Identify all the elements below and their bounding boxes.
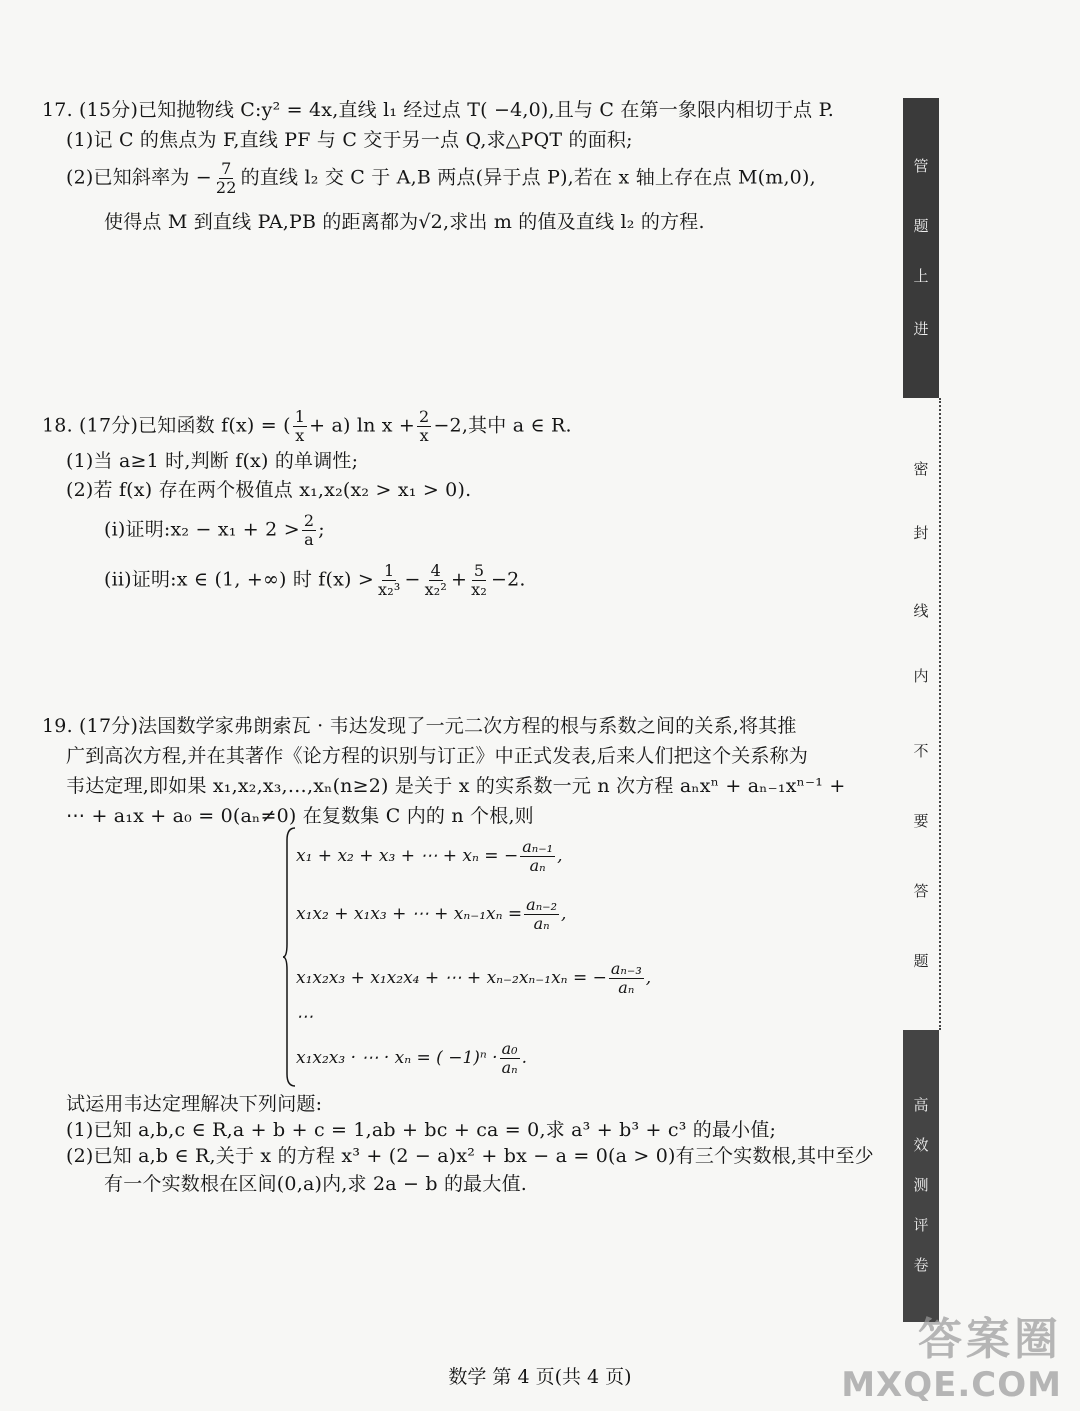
side-top-char: 进 [913,320,929,338]
q19-line-2: 广到高次方程,并在其著作《论方程的识别与订正》中正式发表,后来人们把这个关系称为 [66,745,809,767]
side-top-char: 上 [913,267,929,285]
side-bottom-char: 测 [913,1176,929,1194]
q19-line-1: 19. (17分)法国数学家弗朗索瓦 · 韦达发现了一元二次方程的根与系数之间的关系,将其推 [42,715,797,737]
q17-part-1: (1)记 C 的焦点为 F,直线 PF 与 C 交于另一点 Q,求△PQT 的面积; [66,129,633,151]
q17-line-1: 17. (15分)已知抛物线 C:y² = 4x,直线 l₁ 经过点 T( −4,0),且与 C 在第一象限内相切于点 P. [42,99,834,121]
system-brace [283,826,297,1088]
q18-frac-6: $\frac{5}{\text{x₂}}$ [471,561,487,599]
q19-part-1: (1)已知 a,b,c ∈ R,a + b + c = 1,ab + bc + ca = 0,求 a³ + b³ + c³ 的最小值; [66,1119,777,1141]
q18-line-1: 18. (17分)已知函数 f(x) = ( $\frac{1}{x}$ + a) ln x + $\frac{2}{x}$ −2,其中 a ∈ R. [42,407,572,445]
q19-part-2: (2)已知 a,b ∈ R,关于 x 的方程 x³ + (2 − a)x² + bx − a = 0(a > 0)有三个实数根,其中至少 [66,1145,874,1167]
side-bottom-char: 高 [913,1096,929,1114]
q18-part-2-i: (i)证明:x₂ − x₁ + 2 > $\frac{2}{a}$ ; [104,511,325,549]
side-strip-top [903,98,939,398]
q18-frac-1: $\frac{1}{x}$ [294,407,306,445]
vieta-ellipsis: ⋯ [296,1007,313,1027]
vieta-eq-n: x₁x₂x₃ · ⋯ · xₙ = ( −1)ⁿ · $\frac{\text{a₀}}{\text{aₙ}}$ . [296,1039,528,1077]
side-top-char: 管 [913,157,929,175]
q18-part-2-ii: (ii)证明:x ∈ (1, +∞) 时 f(x) > $\frac{1}{\text{x₂³}}$ − $\frac{4}{\text{x₂²}}$ + $\frac{5}{\text{x₂}}$ −2. [104,561,526,599]
side-mid-char: 答 [913,882,929,900]
q19-part-2-cont: 有一个实数根在区间(0,a)内,求 2a − b 的最大值. [104,1173,528,1195]
watermark-url: MXQE.COM [841,1365,1062,1405]
side-mid-char: 线 [913,602,929,620]
vieta-eq-1: x₁ + x₂ + x₃ + ⋯ + xₙ = − $\frac{\text{aₙ₋₁}}{\text{aₙ}}$ , [296,837,563,875]
q18-frac-2: $\frac{2}{x}$ [419,407,430,445]
q19-instruction: 试运用韦达定理解决下列问题: [66,1093,323,1115]
side-mid-char: 不 [913,742,929,760]
vieta-eq-3: x₁x₂x₃ + x₁x₂x₄ + ⋯ + xₙ₋₂xₙ₋₁xₙ = − $\frac{\text{aₙ₋₃}}{\text{aₙ}}$ , [296,959,652,997]
q18-frac-3: $\frac{2}{a}$ [303,511,315,549]
q17-slope-fraction: $\frac{7}{22}$ [215,159,237,197]
q17-part-2-cont: 使得点 M 到直线 PA,PB 的距离都为√2,求出 m 的值及直线 l₂ 的方程. [104,211,705,233]
page-footer: 数学 第 4 页(共 4 页) [448,1366,632,1388]
side-mid-char: 内 [913,667,929,685]
side-mid-char: 封 [913,524,929,542]
side-top-char: 题 [913,217,929,235]
side-mid-char: 密 [913,460,929,478]
q19-line-4: ⋯ + a₁x + a₀ = 0(aₙ≠0) 在复数集 C 内的 n 个根,则 [66,805,534,827]
side-bottom-char: 卷 [913,1256,929,1274]
q18-frac-5: $\frac{4}{\text{x₂²}}$ [424,561,448,599]
q17-part-2 [66,160,816,197]
side-mid-char: 题 [913,952,929,970]
side-bottom-char: 评 [913,1216,929,1234]
q18-part-2: (2)若 f(x) 存在两个极值点 x₁,x₂(x₂ > x₁ > 0). [66,479,472,501]
side-mid-char: 要 [913,812,929,830]
watermark-logo: 答案圈 [918,1314,1062,1365]
q19-line-3: 韦达定理,即如果 x₁,x₂,x₃,…,xₙ(n≥2) 是关于 x 的实系数一元 n 次方程 aₙxⁿ + aₙ₋₁xⁿ⁻¹ + [66,775,846,797]
q18-part-1: (1)当 a≥1 时,判断 f(x) 的单调性; [66,450,359,472]
q18-frac-4: $\frac{1}{\text{x₂³}}$ [378,561,401,599]
watermark [841,1315,1062,1405]
q17-part-2-text-b: 的直线 l₂ 交 C 于 A,B 两点(异于点 P),若在 x 轴上存在点 M(m,0), [240,166,816,189]
side-strip-middle [903,398,941,1030]
vieta-eq-2: x₁x₂ + x₁x₃ + ⋯ + xₙ₋₁xₙ = $\frac{\text{aₙ₋₂}}{\text{aₙ}}$ , [296,895,567,933]
q17-part-2-text-a: (2)已知斜率为 − [66,166,212,189]
side-bottom-char: 效 [913,1136,929,1154]
